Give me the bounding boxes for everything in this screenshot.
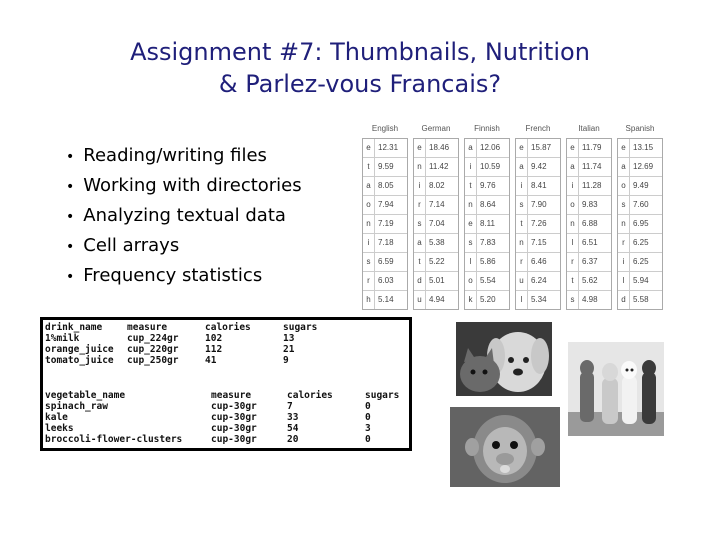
percent-cell: 11.42 (429, 162, 449, 171)
frequency-row (465, 177, 509, 196)
letter-cell: e (465, 215, 477, 233)
frequency-row (618, 158, 662, 177)
percent-cell: 5.58 (633, 295, 649, 304)
letter-cell: s (618, 196, 630, 214)
language-label: Italian (578, 124, 600, 133)
frequency-row (465, 234, 509, 253)
drink-cell: 1%milk (45, 333, 80, 344)
letter-cell: l (567, 234, 579, 252)
frequency-row (567, 272, 611, 291)
percent-cell: 6.03 (378, 276, 394, 285)
percent-cell: 9.42 (531, 162, 547, 171)
frequency-row (363, 177, 407, 196)
vegetable-header-cell: vegetable_name (45, 390, 126, 401)
letter-cell: i (516, 177, 528, 195)
percent-cell: 8.05 (378, 181, 394, 190)
drink-cell: cup_224gr (127, 333, 179, 344)
drink-cell: 41 (205, 355, 217, 366)
vegetable-cell: 54 (287, 423, 299, 434)
percent-cell: 8.41 (531, 181, 547, 190)
vegetable-cell: cup-30gr (211, 434, 257, 445)
letter-cell: l (465, 253, 477, 271)
vegetable-cell: cup-30gr (211, 423, 257, 434)
frequency-row (414, 177, 458, 196)
slide-title-line2: & Parlez-vous Francais? (218, 70, 502, 98)
percent-cell: 11.79 (582, 143, 602, 152)
letter-cell: e (414, 139, 426, 157)
frequency-row (465, 215, 509, 234)
letter-cell: a (414, 234, 426, 252)
letter-cell: n (618, 215, 630, 233)
letter-cell: s (516, 196, 528, 214)
letter-cell: r (363, 272, 375, 290)
drink-cell: 112 (205, 344, 223, 355)
drink-cell: 13 (283, 333, 295, 344)
drink-cell: cup_250gr (127, 355, 179, 366)
alpacas-photo (568, 342, 664, 436)
frequency-row (618, 253, 662, 272)
vegetable-cell: leeks (45, 423, 74, 434)
percent-cell: 5.22 (429, 257, 445, 266)
vegetable-cell: 3 (365, 423, 371, 434)
frequency-row (618, 215, 662, 234)
language-label: Spanish (625, 124, 655, 133)
percent-cell: 6.46 (531, 257, 547, 266)
percent-cell: 9.59 (378, 162, 394, 171)
letter-cell: a (567, 158, 579, 176)
frequency-row (363, 139, 407, 158)
frequency-row (516, 215, 560, 234)
letter-cell: s (465, 234, 477, 252)
frequency-table (515, 138, 561, 310)
frequency-row (618, 291, 662, 309)
percent-cell: 7.26 (531, 219, 547, 228)
percent-cell: 6.88 (582, 219, 598, 228)
vegetable-cell: 0 (365, 412, 371, 423)
letter-cell: s (567, 291, 579, 309)
drink-header-cell: calories (205, 322, 251, 333)
letter-cell: o (618, 177, 630, 195)
frequency-row (618, 177, 662, 196)
language-label: German (421, 124, 451, 133)
frequency-row (363, 234, 407, 253)
letter-cell: n (465, 196, 477, 214)
drink-header-cell: drink_name (45, 322, 103, 333)
slide-title-line1: Assignment #7: Thumbnails, Nutrition (130, 38, 590, 66)
percent-cell: 4.98 (582, 295, 598, 304)
vegetable-cell: spinach_raw (45, 401, 108, 412)
percent-cell: 5.14 (378, 295, 394, 304)
frequency-table (617, 138, 663, 310)
letter-cell: k (465, 291, 477, 309)
bullet-list (66, 141, 302, 291)
letter-cell: a (363, 177, 375, 195)
percent-cell: 7.18 (378, 238, 394, 247)
letter-cell: r (516, 253, 528, 271)
vegetable-cell: cup-30gr (211, 412, 257, 423)
language-label: English (371, 124, 399, 133)
letter-cell: i (414, 177, 426, 195)
letter-cell: n (414, 158, 426, 176)
frequency-row (465, 272, 509, 291)
kitten-and-puppy-photo (456, 322, 552, 396)
frequency-row (567, 234, 611, 253)
percent-cell: 4.94 (429, 295, 445, 304)
frequency-row (465, 196, 509, 215)
letter-cell: t (465, 177, 477, 195)
frequency-row (465, 291, 509, 309)
frequency-row (567, 196, 611, 215)
letter-cell: a (465, 139, 477, 157)
percent-cell: 8.64 (480, 200, 496, 209)
percent-cell: 7.15 (531, 238, 547, 247)
percent-cell: 5.62 (582, 276, 598, 285)
frequency-row (363, 272, 407, 291)
letter-cell: s (414, 215, 426, 233)
frequency-row (465, 139, 509, 158)
letter-cell: n (363, 215, 375, 233)
drink-cell: orange_juice (45, 344, 114, 355)
frequency-row (516, 196, 560, 215)
letter-cell: o (567, 196, 579, 214)
letter-cell: h (363, 291, 375, 309)
frequency-table (413, 138, 459, 310)
vegetable-cell: 7 (287, 401, 293, 412)
percent-cell: 6.95 (633, 219, 649, 228)
percent-cell: 9.83 (582, 200, 598, 209)
letter-cell: r (414, 196, 426, 214)
frequency-row (414, 215, 458, 234)
vegetable-header-cell: measure (211, 390, 252, 401)
percent-cell: 5.01 (429, 276, 445, 285)
letter-frequency-tables (362, 121, 662, 304)
vegetable-cell: 0 (365, 434, 371, 445)
vegetable-header-cell: sugars (365, 390, 400, 401)
vegetable-cell: kale (45, 412, 68, 423)
percent-cell: 5.20 (480, 295, 496, 304)
letter-cell: t (516, 215, 528, 233)
letter-cell: e (516, 139, 528, 157)
percent-cell: 12.69 (633, 162, 654, 171)
letter-cell: r (567, 253, 579, 271)
frequency-row (414, 139, 458, 158)
percent-cell: 6.25 (633, 257, 649, 266)
percent-cell: 5.34 (531, 295, 547, 304)
letter-cell: o (465, 272, 477, 290)
frequency-row (363, 158, 407, 177)
frequency-row (618, 139, 662, 158)
drink-header-cell: measure (127, 322, 168, 333)
drink-cell: 21 (283, 344, 295, 355)
frequency-row (363, 291, 407, 309)
letter-cell: d (618, 291, 630, 309)
frequency-column (617, 121, 663, 310)
percent-cell: 6.59 (378, 257, 394, 266)
frequency-row (567, 291, 611, 309)
frequency-row (516, 139, 560, 158)
bullet-item: • Frequency statistics (66, 261, 302, 291)
percent-cell: 12.06 (480, 143, 501, 152)
frequency-column (566, 121, 612, 310)
letter-cell: e (363, 139, 375, 157)
bullet-item: • Working with directories (66, 171, 302, 201)
bullet-item: • Reading/writing files (66, 141, 302, 171)
percent-cell: 6.24 (531, 276, 547, 285)
percent-cell: 7.14 (429, 200, 445, 209)
percent-cell: 5.54 (480, 276, 496, 285)
frequency-column (515, 121, 561, 310)
frequency-row (363, 253, 407, 272)
letter-cell: i (465, 158, 477, 176)
letter-cell: i (618, 253, 630, 271)
letter-cell: s (363, 253, 375, 271)
letter-cell: l (516, 291, 528, 309)
frequency-row (567, 177, 611, 196)
letter-cell: t (414, 253, 426, 271)
drink-cell: tomato_juice (45, 355, 114, 366)
percent-cell: 5.38 (429, 238, 445, 247)
drink-header-cell: sugars (283, 322, 318, 333)
bullet-item: • Analyzing textual data (66, 201, 302, 231)
vegetable-cell: 20 (287, 434, 299, 445)
letter-cell: a (618, 158, 630, 176)
vegetable-cell: cup-30gr (211, 401, 257, 412)
frequency-row (414, 158, 458, 177)
frequency-row (414, 253, 458, 272)
letter-cell: i (363, 234, 375, 252)
percent-cell: 7.94 (378, 200, 394, 209)
percent-cell: 11.28 (582, 181, 602, 190)
percent-cell: 5.86 (480, 257, 496, 266)
frequency-row (516, 177, 560, 196)
frequency-table (362, 138, 408, 310)
percent-cell: 5.94 (633, 276, 649, 285)
percent-cell: 9.76 (480, 181, 496, 190)
letter-cell: a (516, 158, 528, 176)
letter-cell: r (618, 234, 630, 252)
language-label: Finnish (474, 124, 500, 133)
letter-cell: u (414, 291, 426, 309)
frequency-row (465, 253, 509, 272)
frequency-row (567, 158, 611, 177)
frequency-row (567, 215, 611, 234)
frequency-column (413, 121, 459, 310)
frequency-row (618, 272, 662, 291)
letter-cell: i (567, 177, 579, 195)
percent-cell: 7.19 (378, 219, 394, 228)
frequency-table (566, 138, 612, 310)
frequency-row (363, 215, 407, 234)
frequency-column (464, 121, 510, 310)
frequency-row (516, 272, 560, 291)
vegetable-cell: broccoli-flower-clusters (45, 434, 183, 445)
nutrition-data-listing (40, 317, 412, 451)
frequency-row (414, 291, 458, 309)
percent-cell: 15.87 (531, 143, 552, 152)
letter-cell: o (363, 196, 375, 214)
monkey-photo (450, 407, 560, 487)
percent-cell: 6.25 (633, 238, 649, 247)
language-label: French (525, 124, 551, 133)
percent-cell: 13.15 (633, 143, 654, 152)
percent-cell: 11.74 (582, 162, 602, 171)
percent-cell: 18.46 (429, 143, 450, 152)
percent-cell: 8.02 (429, 181, 445, 190)
percent-cell: 12.31 (378, 143, 399, 152)
frequency-row (516, 291, 560, 309)
letter-cell: t (363, 158, 375, 176)
frequency-row (567, 253, 611, 272)
slide-title (0, 36, 720, 100)
drink-cell: 9 (283, 355, 289, 366)
percent-cell: 7.60 (633, 200, 649, 209)
frequency-row (363, 196, 407, 215)
letter-cell: n (567, 215, 579, 233)
frequency-table (464, 138, 510, 310)
percent-cell: 9.49 (633, 181, 649, 190)
percent-cell: 6.51 (582, 238, 598, 247)
letter-cell: t (567, 272, 579, 290)
frequency-row (567, 139, 611, 158)
drink-cell: cup_220gr (127, 344, 179, 355)
letter-cell: e (567, 139, 579, 157)
vegetable-cell: 0 (365, 401, 371, 412)
frequency-row (465, 158, 509, 177)
letter-cell: d (414, 272, 426, 290)
percent-cell: 7.90 (531, 200, 547, 209)
frequency-row (414, 196, 458, 215)
percent-cell: 7.83 (480, 238, 496, 247)
frequency-row (516, 234, 560, 253)
frequency-row (414, 234, 458, 253)
percent-cell: 10.59 (480, 162, 501, 171)
frequency-row (414, 272, 458, 291)
frequency-row (618, 234, 662, 253)
frequency-row (618, 196, 662, 215)
percent-cell: 8.11 (480, 219, 495, 228)
letter-cell: l (618, 272, 630, 290)
frequency-column (362, 121, 408, 310)
letter-cell: e (618, 139, 630, 157)
vegetable-cell: 33 (287, 412, 299, 423)
frequency-row (516, 158, 560, 177)
letter-cell: n (516, 234, 528, 252)
vegetable-header-cell: calories (287, 390, 333, 401)
bullet-item: • Cell arrays (66, 231, 302, 261)
letter-cell: u (516, 272, 528, 290)
percent-cell: 7.04 (429, 219, 445, 228)
percent-cell: 6.37 (582, 257, 598, 266)
frequency-row (516, 253, 560, 272)
drink-cell: 102 (205, 333, 223, 344)
